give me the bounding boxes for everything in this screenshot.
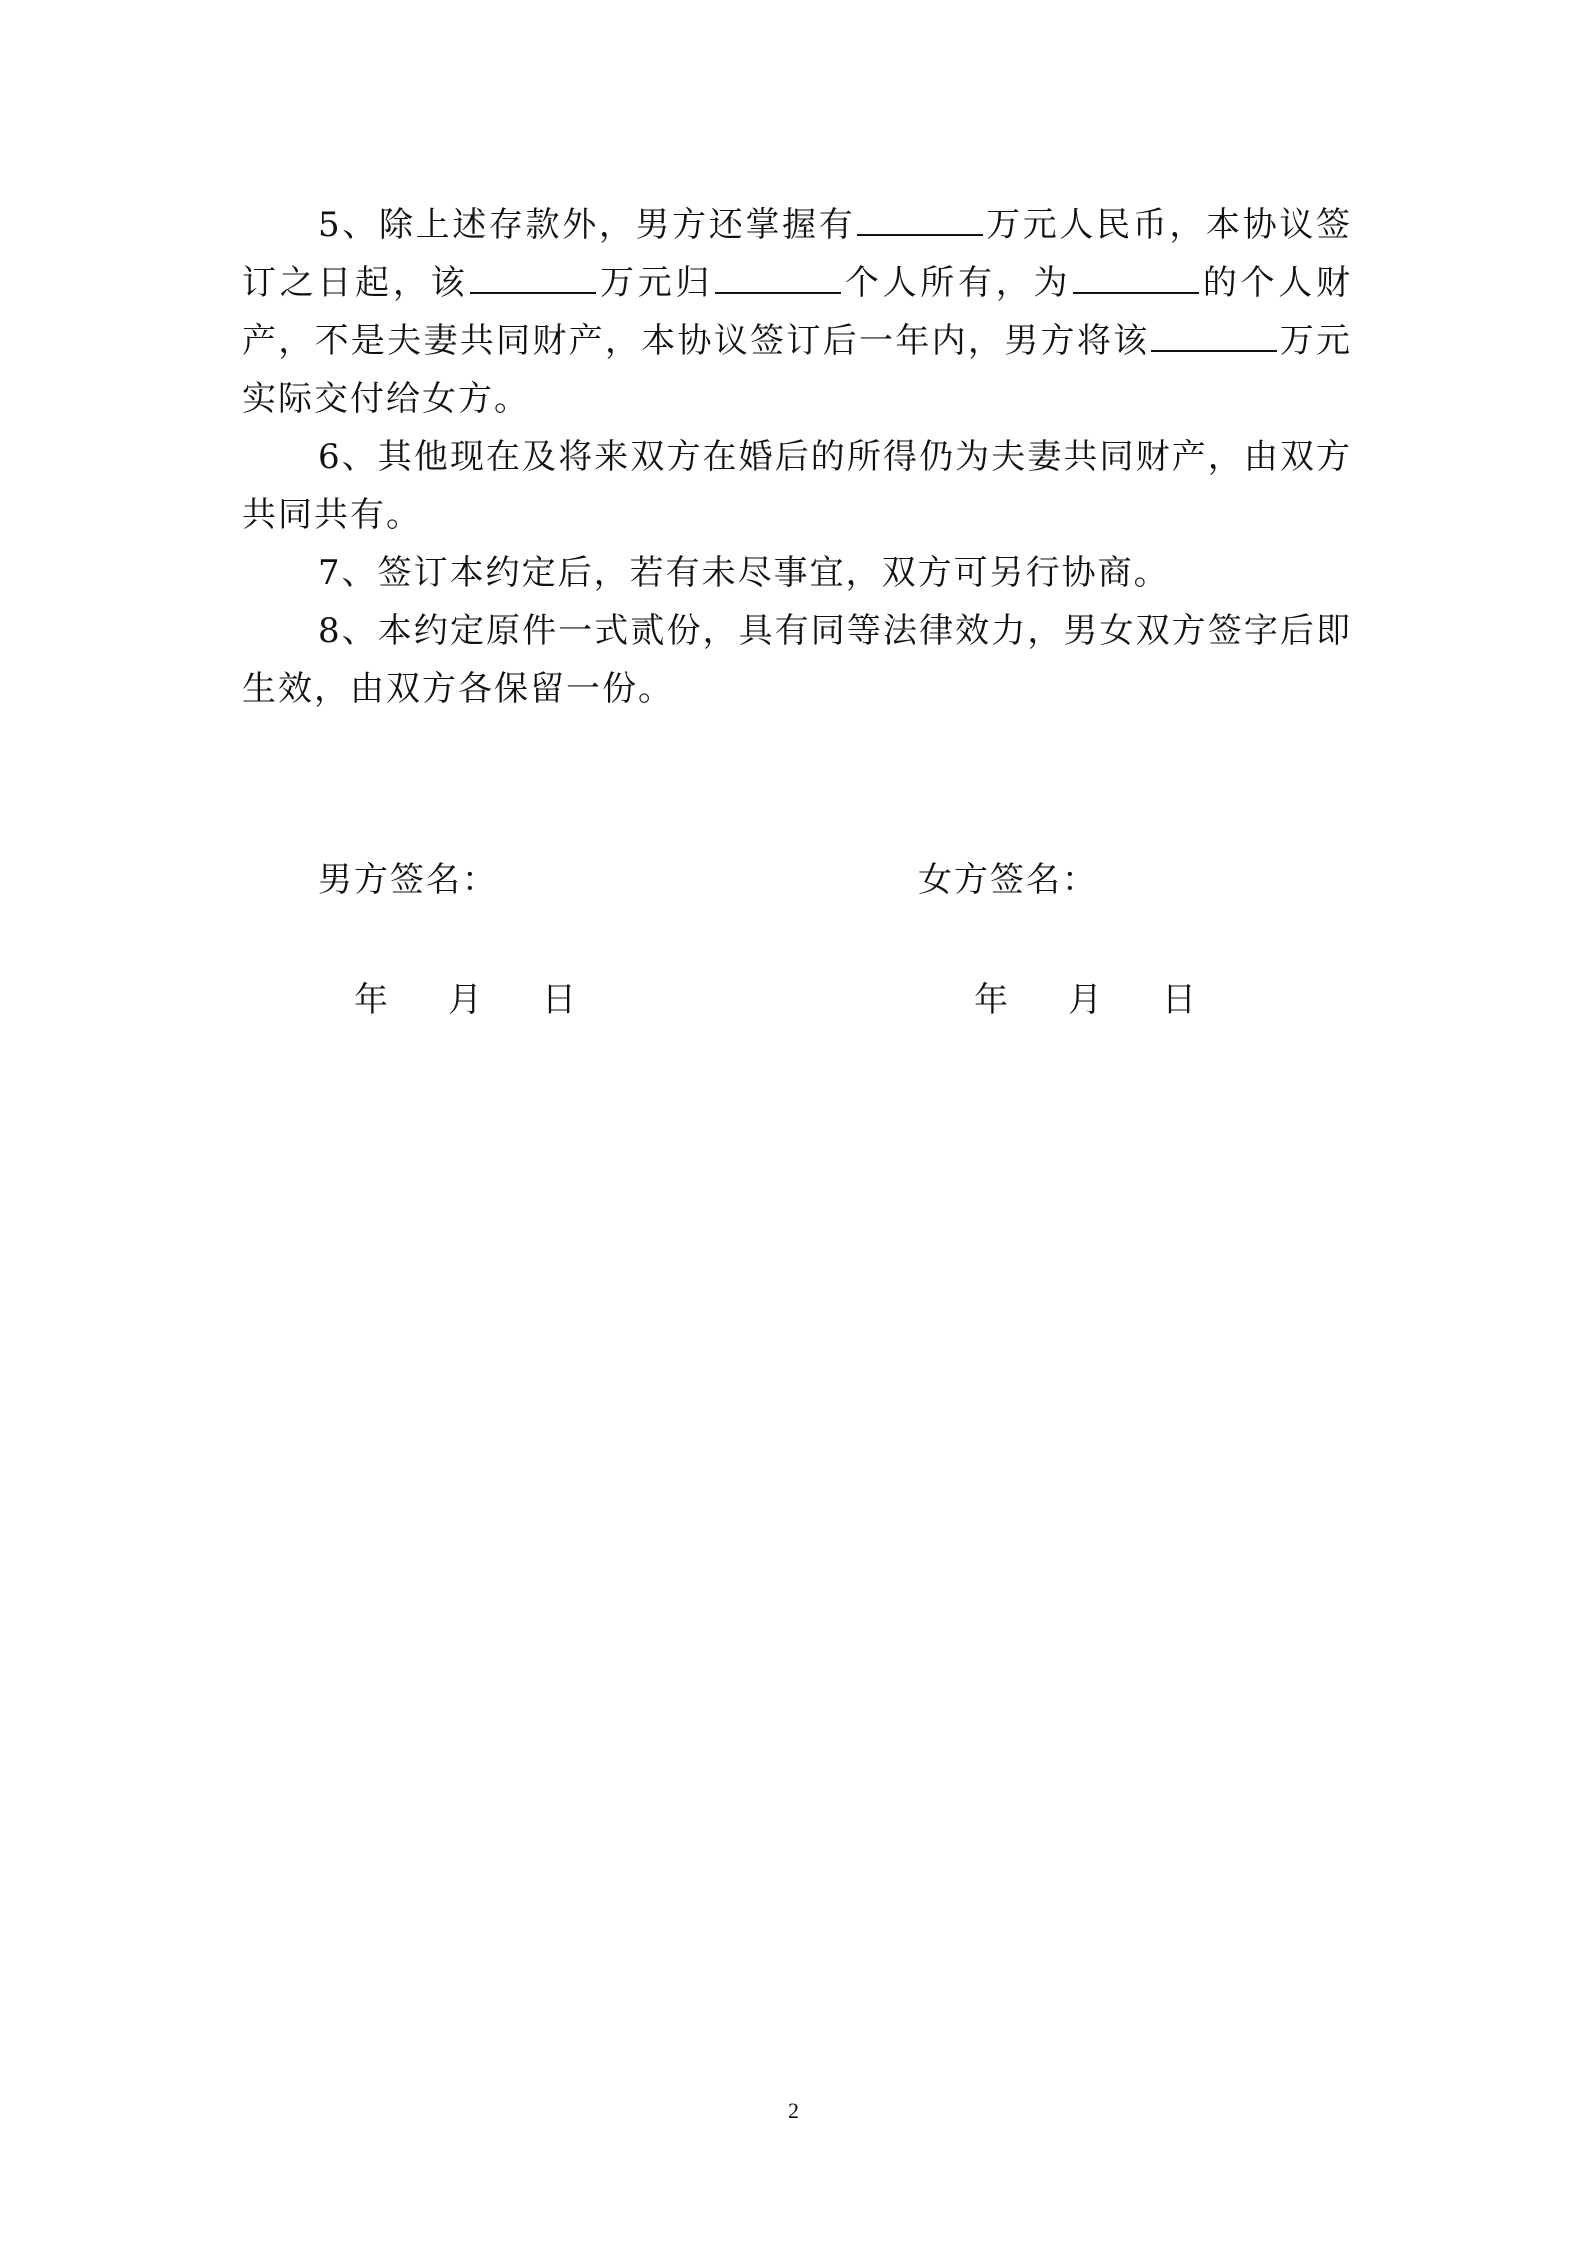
male-signature-date [354,972,576,1021]
date-month-label: 月 [1068,980,1102,1020]
clause-6: 6、其他现在及将来双方在婚后的所得仍为夫妻共同财产，由双方共同共有。 [242,437,1352,535]
page-number: 2 [788,2098,799,2123]
blank-amount-field [470,262,596,294]
blank-amount-field [857,204,983,236]
date-day-label: 日 [542,980,576,1020]
clause-5-text-1: 5、除上述存款外，男方还掌握有 [318,205,856,245]
clause-5-text-4: 个人所有，为 [843,263,1072,303]
date-year-label: 年 [354,980,388,1020]
clause-5-text-3: 万元归 [598,263,714,303]
blank-owner-field [1073,262,1199,294]
blank-owner-field [715,262,841,294]
date-month-label: 月 [448,980,482,1020]
clause-5-text-2: 万元人民币，本协议签订之日起，该 [242,205,1352,303]
clause-8: 8、本约定原件一式贰份，具有同等法律效力，男女双方签字后即生效，由双方各保留一份。 [242,611,1352,709]
clause-7: 7、签订本约定后，若有未尽事宜，双方可另行协商。 [318,553,1170,593]
clause-5-text-6: 万元实际交付给女方。 [242,321,1352,419]
clause-5 [242,196,1352,428]
male-signature-label: 男方签名： [318,860,498,900]
blank-amount-field [1151,320,1277,352]
female-signature-label: 女方签名： [918,860,1098,900]
clause-5-text-5: 的个人财产，不是夫妻共同财产，本协议签订后一年内，男方将该 [242,263,1353,361]
date-day-label: 日 [1162,980,1196,1020]
agreement-body [242,196,1352,718]
date-year-label: 年 [974,980,1008,1020]
female-signature-date [974,972,1196,1021]
